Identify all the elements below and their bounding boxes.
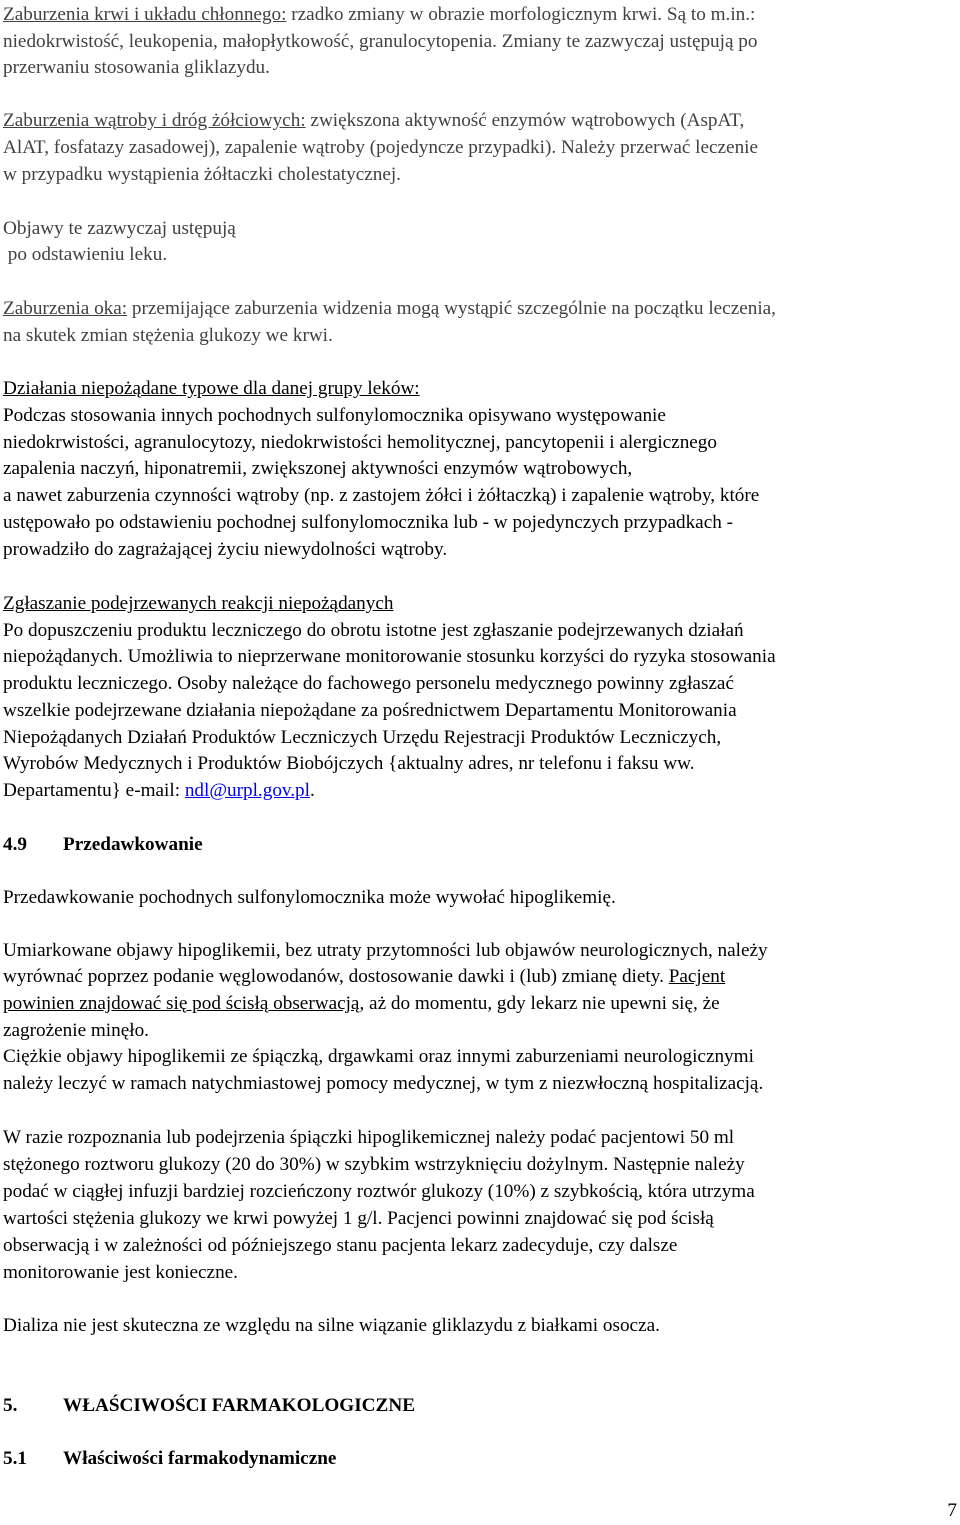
page-number: 7 bbox=[947, 1500, 957, 1521]
eye-line-1: Zaburzenia oka: przemijające zaburzenia widzenia mogą wystąpić szczególnie na początku leczenia, bbox=[3, 298, 776, 319]
reporting-line: produktu leczniczego. Osoby należące do fachowego personelu medycznego powinny zgłaszać bbox=[3, 673, 734, 694]
section-4-9-heading bbox=[3, 831, 203, 858]
eye-line-2: na skutek zmian stężenia glukozy we krwi. bbox=[3, 325, 333, 346]
class-effects-line: prowadziło do zagrażającej życiu niewydolności wątroby. bbox=[3, 539, 448, 560]
overdose-p4-line: podać w ciągłej infuzji bardziej rozcieńczony roztwór glukozy (10%) z szybkością, która utrzyma bbox=[3, 1181, 755, 1202]
overdose-p5: Dializa nie jest skuteczna ze względu na silne wiązanie gliklazydu z białkami osocza. bbox=[3, 1315, 660, 1336]
overdose-p4-line: W razie rozpoznania lub podejrzenia śpiączki hipoglikemicznej należy podać pacjentowi 50 ml bbox=[3, 1127, 735, 1148]
overdose-p4-line: monitorowanie jest konieczne. bbox=[3, 1262, 238, 1283]
liver-label: Zaburzenia wątroby i dróg żółciowych: bbox=[3, 110, 306, 131]
class-effects-line: zapalenia naczyń, hiponatremii, zwiększonej aktywności enzymów wątrobowych, bbox=[3, 458, 633, 479]
liver-line-3: w przypadku wystąpienia żółtaczki cholestatycznej. bbox=[3, 164, 401, 185]
section-5-1-heading bbox=[3, 1445, 336, 1472]
blood-line-3: przerwaniu stosowania gliklazydu. bbox=[3, 57, 270, 78]
reporting-line: niepożądanych. Umożliwia to nieprzerwane monitorowanie stosunku korzyści do ryzyka stosowania bbox=[3, 646, 776, 667]
overdose-p4-line: obserwacją i w zależności od późniejszego stanu pacjenta lekarz zadecyduje, czy dalsze bbox=[3, 1235, 678, 1256]
overdose-p2-line-2: wyrównać poprzez podanie węglowodanów, dostosowanie dawki i (lub) zmianę diety. Pacjent bbox=[3, 966, 726, 987]
eye-label: Zaburzenia oka: bbox=[3, 298, 128, 319]
overdose-p2-line-3: powinien znajdować się pod ścisłą obserwacją, aż do momentu, gdy lekarz nie upewni się, że bbox=[3, 993, 720, 1014]
class-effects-line: a nawet zaburzenia czynności wątroby (np. z zastojem żółci i żółtaczką) i zapalenie wątroby, które bbox=[3, 485, 760, 506]
liver-line-5: po odstawieniu leku. bbox=[3, 244, 168, 265]
overdose-p3-line-2: należy leczyć w ramach natychmiastowej pomocy medycznej, w tym z niezwłoczną hospitalizacją. bbox=[3, 1073, 764, 1094]
section-5-heading bbox=[3, 1392, 415, 1419]
class-effects-line: niedokrwistości, agranulocytozy, niedokrwistości hemolitycznej, pancytopenii i alergicznego bbox=[3, 432, 717, 453]
class-effects-line: ustępowało po odstawieniu pochodnej sulfonylomocznika lub - w pojedynczych przypadkach - bbox=[3, 512, 733, 533]
reporting-last-line: Departamentu} e-mail: ndl@urpl.gov.pl. bbox=[3, 780, 315, 801]
email-link[interactable]: ndl@urpl.gov.pl bbox=[184, 780, 310, 801]
overdose-p4-line: wartości stężenia glukozy we krwi powyżej 1 g/l. Pacjenci powinni znajdować się pod ścisłą bbox=[3, 1208, 714, 1229]
section-number: 5. bbox=[3, 1395, 18, 1416]
section-title: Przedawkowanie bbox=[63, 834, 203, 855]
blood-line-2: niedokrwistość, leukopenia, małopłytkowość, granulocytopenia. Zmiany te zazwyczaj ustępują po bbox=[3, 31, 758, 52]
overdose-p2-line-4: zagrożenie minęło. bbox=[3, 1020, 149, 1041]
reporting-line: Po dopuszczeniu produktu leczniczego do obrotu istotne jest zgłaszanie podejrzewanych działań bbox=[3, 620, 744, 641]
blood-line-1: Zaburzenia krwi i układu chłonnego: rzadko zmiany w obrazie morfologicznym krwi. Są to m.in.: bbox=[3, 4, 756, 25]
class-effects-heading: Działania niepożądane typowe dla danej grupy leków: bbox=[3, 378, 420, 399]
reporting-line: Wyrobów Medycznych i Produktów Biobójczych {aktualny adres, nr telefonu i faksu ww. bbox=[3, 753, 695, 774]
reporting-line: wszelkie podejrzewane działania niepożądane za pośrednictwem Departamentu Monitorowania bbox=[3, 700, 737, 721]
section-title: Właściwości farmakodynamiczne bbox=[63, 1448, 337, 1469]
liver-line-1: Zaburzenia wątroby i dróg żółciowych: zwiększona aktywność enzymów wątrobowych (AspAT, bbox=[3, 110, 745, 131]
overdose-p2-line-1: Umiarkowane objawy hipoglikemii, bez utraty przytomności lub objawów neurologicznych, należy bbox=[3, 940, 768, 961]
section-number: 4.9 bbox=[3, 834, 27, 855]
reporting-line: Niepożądanych Działań Produktów Leczniczych Urzędu Rejestracji Produktów Leczniczych, bbox=[3, 727, 722, 748]
section-title: WŁAŚCIWOŚCI FARMAKOLOGICZNE bbox=[63, 1395, 415, 1416]
overdose-p3-line-1: Ciężkie objawy hipoglikemii ze śpiączką, drgawkami oraz innymi zaburzeniami neurologicznymi bbox=[3, 1046, 754, 1067]
class-effects-line: Podczas stosowania innych pochodnych sulfonylomocznika opisywano występowanie bbox=[3, 405, 666, 426]
liver-line-2: AlAT, fosfatazy zasadowej), zapalenie wątroby (pojedyncze przypadki). Należy przerwać leczenie bbox=[3, 137, 759, 158]
overdose-p1: Przedawkowanie pochodnych sulfonylomocznika może wywołać hipoglikemię. bbox=[3, 887, 616, 908]
overdose-p4-line: stężonego roztworu glukozy (20 do 30%) w szybkim wstrzyknięciu dożylnym. Następnie należy bbox=[3, 1154, 745, 1175]
liver-line-4: Objawy te zazwyczaj ustępują bbox=[3, 218, 236, 239]
reporting-heading: Zgłaszanie podejrzewanych reakcji niepożądanych bbox=[3, 593, 394, 614]
section-number: 5.1 bbox=[3, 1448, 27, 1469]
blood-label: Zaburzenia krwi i układu chłonnego: bbox=[3, 4, 287, 25]
